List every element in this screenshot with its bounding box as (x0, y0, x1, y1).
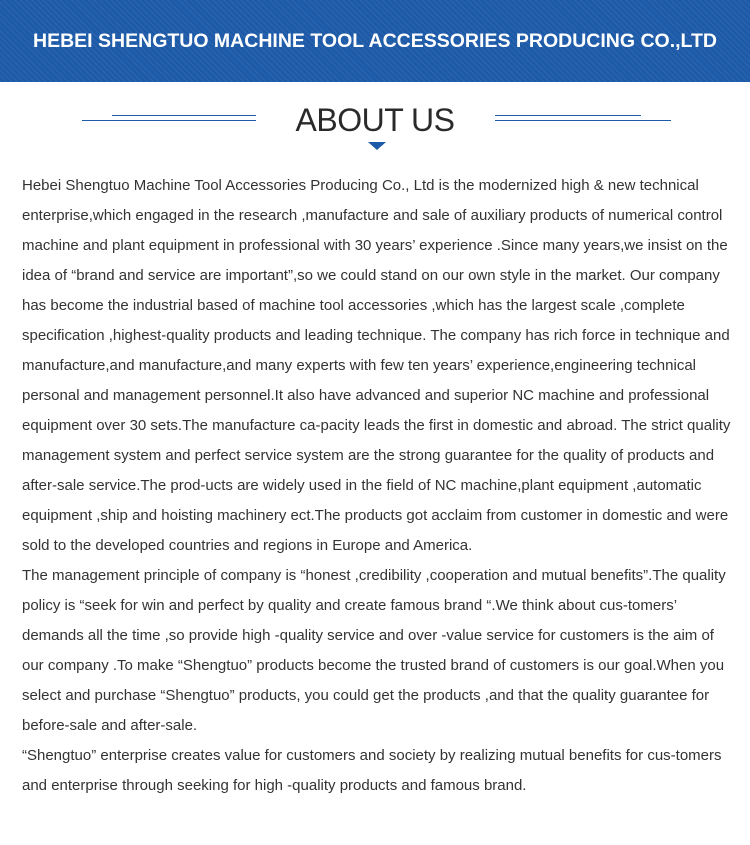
right-rule-long (495, 120, 671, 121)
chevron-down-icon (368, 142, 386, 150)
company-title: HEBEI SHENGTUO MACHINE TOOL ACCESSORIES PRODUCING CO.,LTD (33, 29, 717, 52)
section-heading (0, 96, 750, 156)
about-content (22, 171, 732, 801)
paragraph-value: “Shengtuo” enterprise creates value for customers and society by realizing mutual benefits for cus-tomers and enterprise through seeking for high -quality products and famous brand. (22, 747, 722, 794)
right-rule-short (495, 115, 641, 116)
paragraph-intro: Hebei Shengtuo Machine Tool Accessories Producing Co., Ltd is the modernized high & new technical enterprise,which engaged in the research ,manufacture and sale of auxiliary products of numerical control machine and plant equipment in professional with 30 years’ experience .Since many years,we insist on the idea of “brand and service are important”,so we could stand on our own style in the market. Our company has become the industrial based of machine tool accessories ,which has the largest scale ,complete specification ,highest-quality products and leading technique. The company has rich force in technique and manufacture,and manufacture,and many experts with few ten years’ experience,engineering technical personal and management personnel.It also have advanced and superior NC machine and professional equipment over 30 sets.The manufacture ca-pacity leads the first in domestic and abroad. The strict quality management system and perfect service system are the strong guarantee for the quality of products and after-sale service.The prod-ucts are widely used in the field of NC machine,plant equipment ,automatic equipment ,ship and hoisting machinery ect.The products got acclaim from customer in domestic and were sold to the developed countries and regions in Europe and America. (22, 177, 731, 554)
paragraph-principle: The management principle of company is “honest ,credibility ,cooperation and mutual benefits”.The quality policy is “seek for win and perfect by quality and create famous brand “.We think about cus-tomers’ demands all the time ,so provide high -quality service and over -value service for customers is the aim of our company .To make “Shengtuo” products become the trusted brand of customers is our goal.When you select and purchase “Shengtuo” products, you could get the products ,and that the quality guarantee for before-sale and after-sale. (22, 567, 726, 734)
section-title: ABOUT US (295, 102, 455, 138)
company-banner (0, 0, 750, 82)
